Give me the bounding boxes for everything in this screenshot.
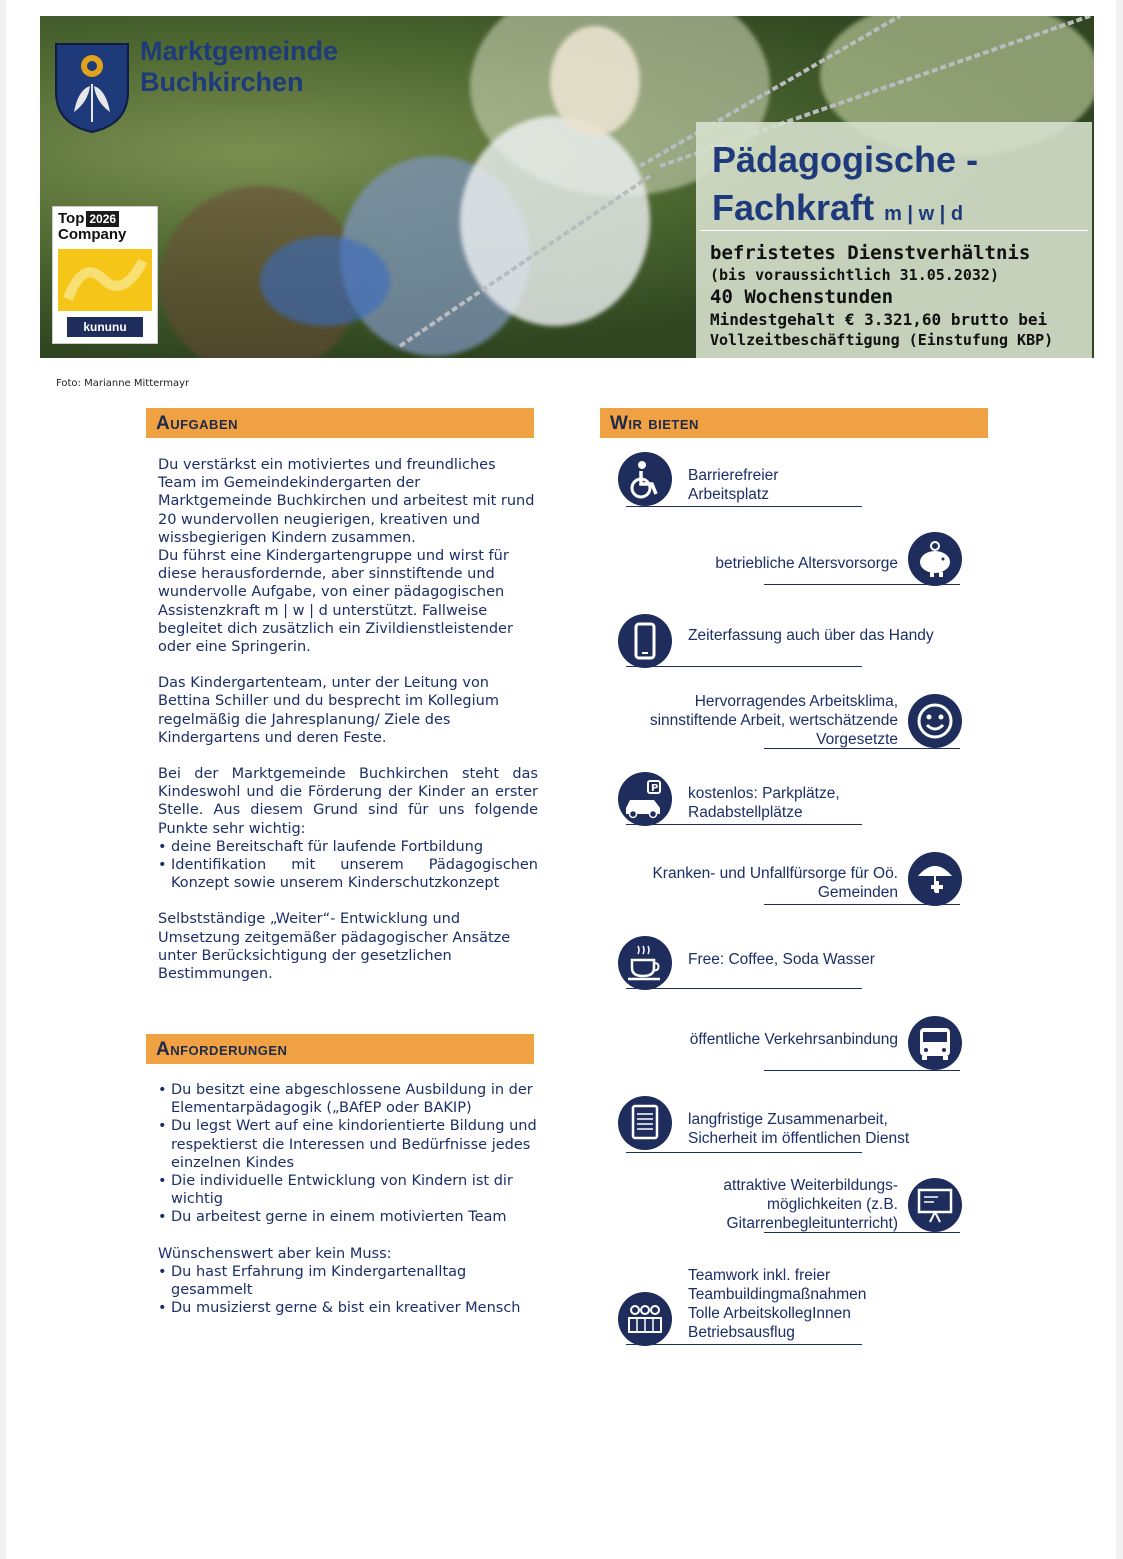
photo-credit: Foto: Marianne Mittermayr <box>56 378 190 389</box>
benefit-text-line: Teamwork inkl. freier <box>688 1267 831 1284</box>
list-item: • Die individuelle Entwicklung von Kindern ist dir wichtig <box>171 1172 538 1208</box>
smartphone-icon <box>618 614 672 668</box>
aufgaben-text <box>158 456 538 1001</box>
benefit-text-line: möglichkeiten (z.B. <box>767 1196 898 1213</box>
benefit-text-line: attraktive Weiterbildungs- <box>723 1177 898 1194</box>
benefit-underline <box>764 748 960 749</box>
benefit-text-line: Barrierefreier <box>688 467 779 484</box>
benefit-underline <box>626 666 862 667</box>
requirements-list <box>158 1081 538 1227</box>
contract-details <box>710 242 1053 351</box>
benefit-underline <box>626 1152 862 1153</box>
document-icon <box>618 1096 672 1150</box>
list-item: • Du besitzt eine abgeschlossene Ausbildung in der Elementarpädagogik („BAfEP oder BAKIP) <box>171 1081 538 1117</box>
page <box>6 0 1116 1559</box>
umbrella-health-icon <box>908 852 962 906</box>
aufgaben-bullet-list <box>158 838 538 893</box>
coffee-cup-icon <box>618 936 672 990</box>
anforderungen-text <box>158 1081 538 1317</box>
presentation-board-icon <box>908 1178 962 1232</box>
weekly-hours: 40 Wochenstunden <box>710 286 894 308</box>
nice-to-have-heading: Wünschenswert aber kein Muss: <box>158 1245 392 1262</box>
benefit-text-line: langfristige Zusammenarbeit, <box>688 1111 888 1128</box>
coat-of-arms-icon <box>54 42 130 134</box>
benefit-text-line: Betriebsausflug <box>688 1324 795 1341</box>
list-item: • Du musizierst gerne & bist ein kreativer Mensch <box>171 1299 538 1317</box>
benefit-text-line: kostenlos: Parkplätze, <box>688 785 840 802</box>
benefit-text-line: Gemeinden <box>817 884 898 901</box>
svg-text:P: P <box>651 783 659 794</box>
job-title-box <box>696 122 1092 358</box>
benefit-underline <box>764 1070 960 1071</box>
badge-title <box>58 211 126 243</box>
salary-line1: Mindestgehalt € 3.321,60 brutto bei <box>710 310 1048 329</box>
benefit-text-line: Gitarrenbegleitunterricht) <box>726 1215 898 1232</box>
badge-top-label: Top <box>58 210 85 227</box>
job-title-line2: Fachkraft <box>712 187 875 228</box>
benefit-text-line: Sicherheit im öffentlichen Dienst <box>688 1130 910 1147</box>
list-item: • Du legst Wert auf eine kindorientierte Bildung und respektierst die Interessen und Bedürfnisse jedes einzelnen Kindes <box>171 1117 538 1172</box>
benefit-text-line: Tolle ArbeitskollegInnen <box>688 1305 851 1322</box>
town-name-line1: Marktgemeinde <box>140 36 339 66</box>
anforderungen-heading: Anforderungen <box>146 1034 534 1064</box>
benefit-text-line: Free: Coffee, Soda Wasser <box>688 951 875 968</box>
list-item: • Identifikation mit unserem Pädagogischen Konzept sowie unserem Kinderschutzkonzept <box>171 856 538 892</box>
aufgaben-paragraph-5: Selbstständige „Weiter“- Entwicklung und Umsetzung zeitgemäßer pädagogischer Ansätze unter Berücksichtigung der gesetzlichen Bestimmungen. <box>158 911 511 983</box>
aufgaben-paragraph-2: Du führst eine Kindergartengruppe und wirst für diese herausfordernde, aber sinnstiftende und wundervolle Aufgabe, von einer pädagogischen Assistenzkraft m | w | d unterstützt. Fallweise begleitet dich zusätzlich ein Zivildienstleistender oder eine Springerin. <box>158 548 513 656</box>
job-title <box>712 136 978 238</box>
kununu-top-company-badge <box>52 206 158 344</box>
title-divider <box>700 230 1088 231</box>
aufgaben-paragraph-4: Bei der Marktgemeinde Buchkirchen steht das Kindeswohl und die Förderung der Kinder an erster Stelle. Aus diesem Grund sind für uns folgende Punkte sehr wichtig: <box>158 766 538 837</box>
town-name-line2: Buchkirchen <box>140 67 304 97</box>
badge-company-label: Company <box>58 226 127 243</box>
benefit-text-line: Radabstellplätze <box>688 804 803 821</box>
benefit-underline <box>764 1232 960 1233</box>
benefit-text-line: öffentliche Verkehrsanbindung <box>689 1031 898 1048</box>
benefit-text-line: sinnstiftende Arbeit, wertschätzende <box>649 712 898 729</box>
contract-end-date: (bis voraussichtlich 31.05.2032) <box>710 266 999 284</box>
wheelchair-icon <box>618 452 672 506</box>
benefit-text-line: Hervorragendes Arbeitsklima, <box>694 693 898 710</box>
benefit-text-line: Kranken- und Unfallfürsorge für Oö. <box>652 865 898 882</box>
parking-car-icon <box>618 772 672 826</box>
badge-logo-graphic <box>58 249 152 311</box>
aufgaben-paragraph-3: Das Kindergartenteam, unter der Leitung von Bettina Schiller und du besprecht im Kollegium regelmäßig die Jahresplanung/ Ziele des Kindergartens und deren Feste. <box>158 675 499 746</box>
list-item: • deine Bereitschaft für laufende Fortbildung <box>171 838 538 856</box>
hero-photo <box>40 16 1094 358</box>
benefit-text-line: Teambuildingmaßnahmen <box>688 1286 867 1303</box>
gender-suffix: m | w | d <box>884 203 964 225</box>
list-item: • Du arbeitest gerne in einem motivierten Team <box>171 1208 538 1226</box>
aufgaben-heading: Aufgaben <box>146 408 534 438</box>
aufgaben-paragraph-1: Du verstärkst ein motiviertes und freundliches Team im Gemeindekindergarten der Marktgemeinde Buchkirchen und arbeitest mit rund 20 wundervollen neugierigen, kreativen und wissbegierigen Kindern zusammen. <box>158 457 535 546</box>
benefit-text-line: Arbeitsplatz <box>688 486 769 503</box>
benefit-underline <box>626 824 862 825</box>
nice-to-have-list <box>158 1263 538 1318</box>
list-item: • Du hast Erfahrung im Kindergartenalltag gesammelt <box>171 1263 538 1299</box>
piggy-bank-icon <box>908 532 962 586</box>
badge-brand: kununu <box>67 317 143 337</box>
town-name <box>140 36 338 98</box>
benefit-underline <box>626 988 862 989</box>
wir-bieten-heading: Wir bieten <box>600 408 988 438</box>
benefit-underline <box>764 584 960 585</box>
badge-year: 2026 <box>86 211 119 227</box>
salary-line2: Vollzeitbeschäftigung (Einstufung KBP) <box>710 331 1054 349</box>
benefit-text-line: Vorgesetzte <box>816 731 898 748</box>
benefit-text-line: betriebliche Altersvorsorge <box>715 555 898 572</box>
benefit-underline <box>764 904 960 905</box>
bus-icon <box>908 1016 962 1070</box>
benefit-underline <box>626 506 862 507</box>
team-icon <box>618 1292 672 1346</box>
contract-type: befristetes Dienstverhältnis <box>710 242 1031 264</box>
benefit-text-line: Zeiterfassung auch über das Handy <box>688 627 934 644</box>
smiley-icon <box>908 694 962 748</box>
benefit-underline <box>626 1344 862 1345</box>
job-title-line1: Pädagogische - <box>712 139 979 180</box>
